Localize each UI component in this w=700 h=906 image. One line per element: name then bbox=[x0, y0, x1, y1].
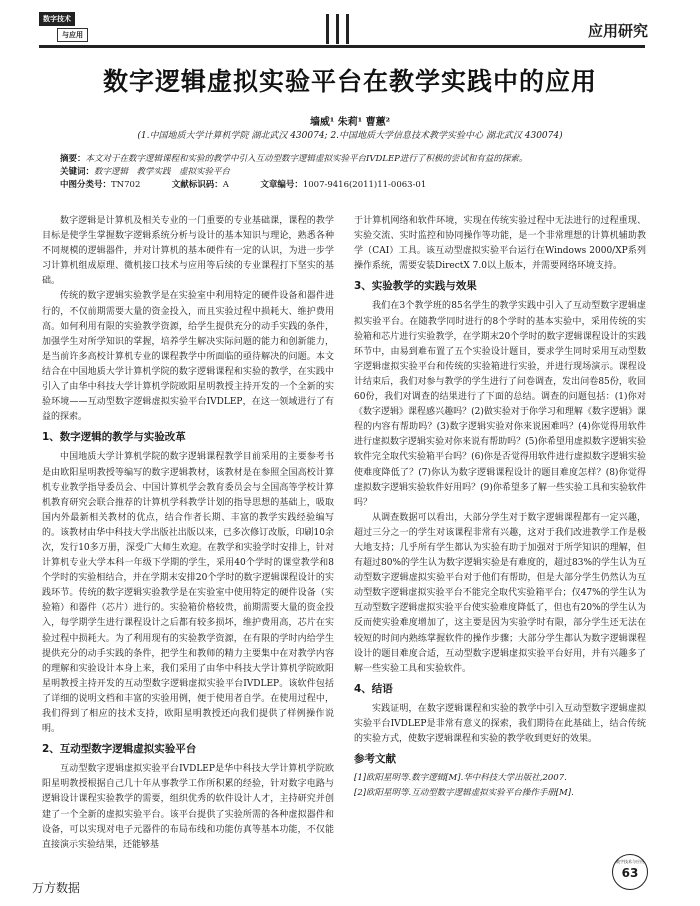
section-1-heading: 1、数字逻辑的教学与实验改革 bbox=[42, 431, 186, 444]
journal-name-line1: 数字技术 bbox=[39, 12, 75, 26]
section-1-paragraph: 中国地质大学计算机学院的数字逻辑课程教学目前采用的主要参考书是由欧阳星明教授等编写的数字逻辑教材，该教材是在参照全国高校计算机专业教学指导委员会、中国计算机学会教育委员会与全国高等学校计算机教育研究会联合推荐的计算机学科教学计划的指导思想的基础上，吸取国内外最新相关教材的优点，结合作者长期、丰富的教学实践经验编写的。该教材由华中科技大学出版社出版以来，已多次修订改版，印刷10余次，发行10多万册，深受广大师生欢迎。在教学和实验学时安排上，针对计算机专业大学本科一年级下学期的学生，采用40个学时的课堂教学和8个学时的实验相结合，并在学期末安排20个学时的数字逻辑课程设计的实践环节。传统的数字逻辑实验教学是在实验室中使用特定的硬件设备（实验箱）和器件（芯片）进行的。实验箱价格较贵，前期需要大量的资金投入，每学期学生进行课程设计之后都有较多损坏，维护费用高，芯片在实验过程中损耗大。为了利用现有的实验教学资源，在有限的学时内给学生提供充分的动手实践的条件，把学生和教师的精力主要集中在对教学内容的理解和实验设计本身上来，我们采用了由华中科技大学计算机学院欧阳星明教授主持开发的互动型数字逻辑虚拟实验平台IVDLEP。该软件包括了详细的说明文档和丰富的实验用例，便于使用者自学。在使用过程中，我们得到了相应的技术支持，欧阳星明教授还向我们提供了样例操作说明。 bbox=[42, 452, 334, 735]
reference-item: [1]欧阳星明等.数字逻辑[M].华中科技大学出版社,2007. bbox=[354, 773, 567, 784]
left-column bbox=[42, 214, 334, 853]
abstract bbox=[60, 153, 660, 166]
seal-text: 数字技术与应用 bbox=[616, 859, 644, 864]
section-3-heading: 3、实验教学的实践与效果 bbox=[354, 280, 477, 293]
authors: 墙威¹ 朱莉¹ 曹蕙² bbox=[309, 117, 391, 128]
abstract-text: 本文对于在数字逻辑课程和实验的教学中引入互动型数字逻辑虚拟实验平台IVDLEP进行了积极的尝试和有益的探索。 bbox=[85, 154, 528, 164]
clc-value: TN702 bbox=[111, 180, 141, 190]
references-list bbox=[354, 772, 646, 800]
column-name: 应用研究 bbox=[587, 22, 648, 40]
article-no-label: 文章编号： bbox=[260, 180, 303, 190]
section-3-paragraph-2: 从调查数据可以看出，大部分学生对于数字逻辑课程都有一定兴趣，超过三分之一的学生对该课程非常有兴趣，这对于我们改进教学工作是极大地支持；几乎所有学生都认为实验有助于加强对于所学知识的理解，但有超过80%的学生认为数字逻辑实验是有难度的，超过83%的学生认为互动型数字逻辑虚拟实验平台对于他们有帮助，但是大部分学生仍然认为互动型数字逻辑虚拟实验平台不能完全取代实验箱平台；仅47%的学生认为互动型数字逻辑虚拟实验平台使实验难度降低了，但也有20%的学生认为反而使实验难度增加了，这主要是因为实验学时有限，部分学生还无法在较短的时间内熟练掌握软件的操作步骤；大部分学生都认为数字逻辑课程设计的题目难度合适，互动型数字逻辑虚拟实验平台好用，并有兴趣多了解一些实验工具和实验软件。 bbox=[354, 512, 647, 674]
article-no-value: 1007-9416(2011)11-0063-01 bbox=[302, 180, 427, 190]
reference-item: [2]欧阳星明等.互动型数字逻辑虚拟实验平台操作手册[M]. bbox=[354, 788, 574, 799]
section-3-paragraph-1: 我们在3个教学班的85名学生的教学实践中引入了互动型数字逻辑虚拟实验平台。在随教学同时进行的8个学时的基本实验中，采用传统的实验箱和芯片进行实验教学，在学期末20个学时的数字逻辑课程设计的实践环节中，由易到难布置了五个实验设计题目，要求学生同时采用互动型数字逻辑虚拟实验平台和传统的实验箱进行实验，并进行现场演示。课程设计结束后，我们对参与教学的学生进行了问卷调查，发出问卷85份，收回60份，我们对调查的结果进行了下面的总结。调查的问题包括：(1)你对《数字逻辑》课程感兴趣吗？(2)做实验对于你学习和理解《数字逻辑》课程的内容有帮助吗？(3)数字逻辑实验对你来说困难吗？(4)你觉得用软件进行虚拟数字逻辑实验对你来说有帮助吗？(5)你希望用虚拟数字逻辑实验软件完全取代实验箱平台吗？(6)你是否觉得用软件进行虚拟数字逻辑实验使难度降低了？(7)你认为数字逻辑课程设计的题目难度怎样？(8)你觉得虚拟数字逻辑实验软件好用吗？(9)你希望多了解一些实验工具和实验软件吗？ bbox=[354, 301, 646, 508]
right-column bbox=[354, 214, 646, 802]
page-number-seal bbox=[612, 854, 648, 890]
header-bars-decoration bbox=[322, 14, 354, 44]
journal-logo bbox=[39, 12, 109, 44]
section-2-heading: 2、互动型数字逻辑虚拟实验平台 bbox=[42, 743, 197, 756]
footer-brand: 万方数据 bbox=[32, 881, 81, 895]
classification-line bbox=[60, 179, 660, 192]
article-title: 数字逻辑虚拟实验平台在教学实践中的应用 bbox=[102, 67, 597, 96]
page-number: 63 bbox=[621, 866, 639, 880]
references-heading: 参考文献 bbox=[354, 753, 396, 766]
clc-label: 中图分类号： bbox=[60, 180, 112, 190]
continued-paragraph: 于计算机网络和软件环境，实现在传统实验过程中无法进行的过程重现、实验交流、实时监控和协同操作等功能，是一个非常理想的计算机辅助教学（CAI）工具。该互动型虚拟实验平台运行在Windows 2000/XP系列操作系统，需要安装DirectX 7.0以上版本，并需要网络环境支持。 bbox=[354, 216, 646, 272]
affiliations: (1.中国地质大学计算机学院 湖北武汉 430074; 2.中国地质大学信息技术教学实验中心 湖北武汉 430074) bbox=[137, 131, 563, 141]
doc-code-value: A bbox=[222, 180, 229, 190]
doc-code-label: 文献标识码： bbox=[171, 180, 223, 190]
abstract-label: 摘要： bbox=[60, 154, 86, 164]
keywords-text: 数字逻辑 教学实践 虚拟实验平台 bbox=[94, 167, 231, 177]
intro-paragraph-1: 数字逻辑是计算机及相关专业的一门重要的专业基础课，课程的教学目标是使学生掌握数字逻辑系统分析与设计的基本知识与理论，熟悉各种不同规模的逻辑器件，并对计算机的基本硬件有一定的认识，为进一步学习计算机组成原理、微机接口技术与应用等后续的专业课程打下坚实的基础。 bbox=[42, 216, 334, 287]
header-rule bbox=[39, 45, 645, 48]
keywords bbox=[60, 166, 660, 179]
section-4-paragraph: 实践证明，在数字逻辑课程和实验的教学中引入互动型数字逻辑虚拟实验平台IVDLEP是非常有意义的探索，我们期待在此基础上，结合传统的实验方式，使数字逻辑课程和实验的教学收到更好的效果。 bbox=[354, 703, 646, 745]
journal-name-line2: 与应用 bbox=[57, 28, 88, 42]
intro-paragraph-2: 传统的数字逻辑实验教学是在实验室中利用特定的硬件设备和器件进行的，不仅前期需要大量的资金投入，而且实验过程中损耗大、维护费用高。如何利用有限的实验教学资源，给学生提供充分的动手实践的条件，加强学生对所学知识的掌握，培养学生解决实际问题的能力和创新能力，是当前许多高校计算机专业的课程教学中所面临的亟待解决的问题。本文结合在中国地质大学计算机学院的数字逻辑课程和实验的教学，在实践中引入了由华中科技大学计算机学院欧阳星明教授主持开发的一个全新的实验环境——互动型数字逻辑虚拟实验平台IVDLEP，在这一领域进行了有益的探索。 bbox=[42, 291, 334, 423]
section-4-heading: 4、结语 bbox=[354, 682, 393, 695]
section-2-paragraph: 互动型数字逻辑虚拟实验平台IVDLEP是华中科技大学计算机学院欧阳星明教授根据自己几十年从事教学工作所积累的经验，针对数字电路与逻辑设计课程实验教学的需要，组织优秀的软件设计人才，主持研究并创建了一个全新的虚拟实验平台。该平台提供了实验所需的各种虚拟器件和设备，可以实现对电子元器件的布局布线和功能仿真等基本功能，不仅能直接演示实验结果，还能够基 bbox=[42, 764, 334, 850]
keywords-label: 关键词： bbox=[60, 167, 95, 177]
